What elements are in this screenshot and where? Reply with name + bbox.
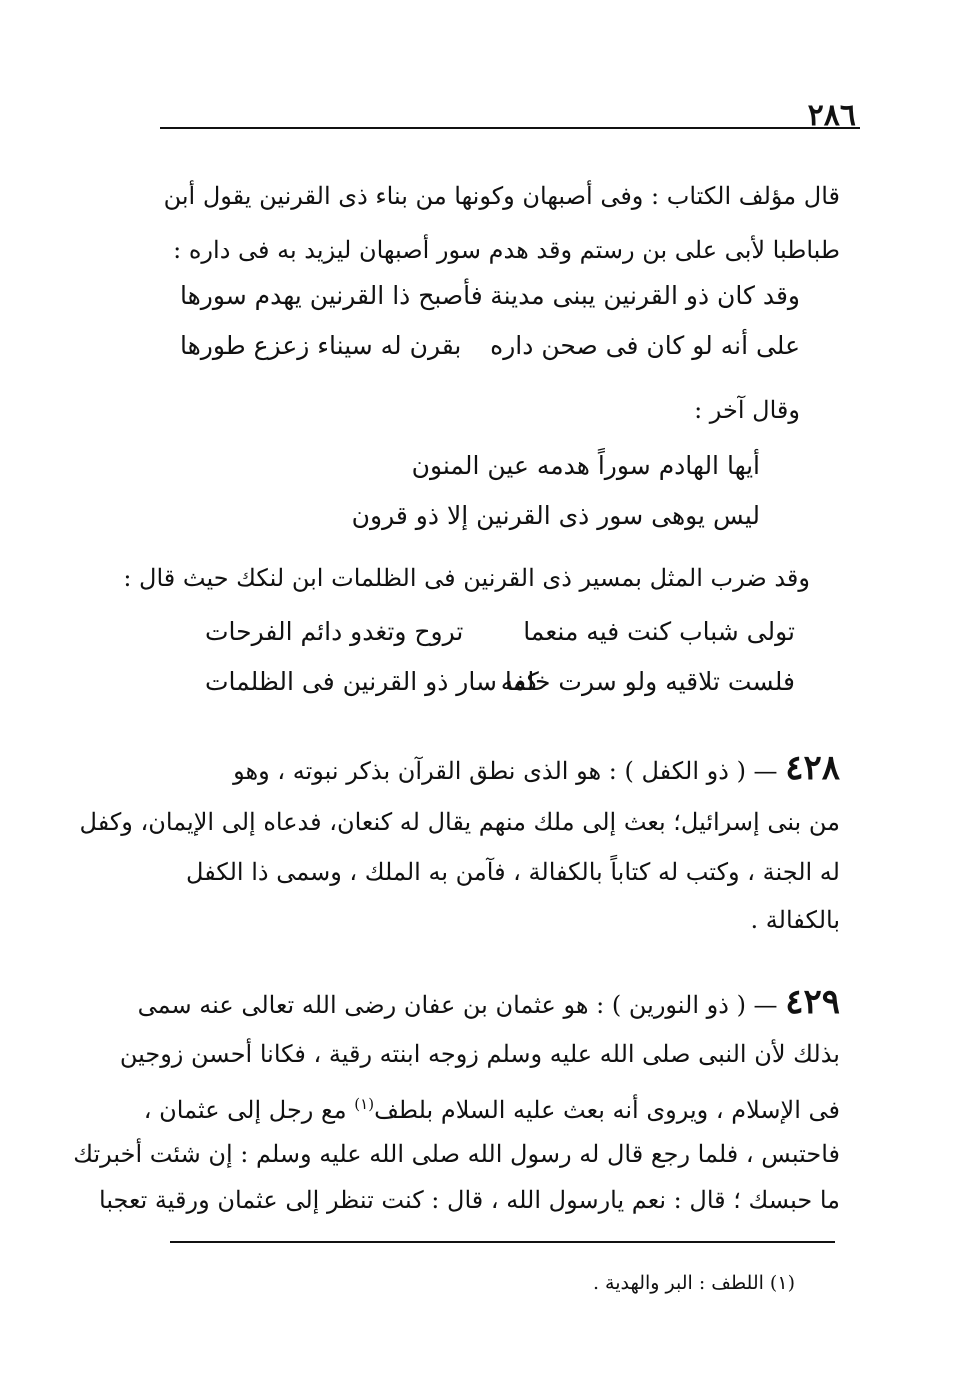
hemistich: على أنه لو كان فى صحن داره (490, 331, 800, 360)
poem-intro: وقال آخر : (694, 396, 800, 424)
footnote: (١) اللطف : البر والهدية . (592, 1272, 795, 1294)
entry-number: ٤٢٩ (785, 982, 840, 1022)
hemistich: وقد كان ذو القرنين يبنى مدينة (490, 281, 800, 310)
entry-text: مع رجل إلى عثمان ، (143, 1096, 347, 1124)
entry-428-line (170, 748, 840, 791)
hemistich: تولى شباب كنت فيه منعما (523, 617, 795, 646)
hemistich: بقرن له سيناء زعزع طورها (180, 331, 462, 360)
header-rule (160, 127, 860, 129)
entry-429-line: ما حبسك ؛ قال : نعم يارسول الله ، قال : كنت تنظر إلى عثمان ورقية تعجبا (99, 1186, 840, 1214)
poem-intro: وقد ضرب المثل بمسير ذى القرنين فى الظلمات ابن لنكك حيث قال : (123, 564, 810, 592)
footnote-reference: (١) (354, 1095, 375, 1113)
entry-429-line: بذلك لأن النبى صلى الله عليه وسلم زوجه ابنته رقية ، فكانا أحسن زوجين (119, 1040, 840, 1068)
entry-428-line: بالكفالة . (750, 906, 840, 934)
paragraph-line: قال مؤلف الكتاب : وفى أصبهان وكونها من بناء ذى القرنين يقول أبن (163, 182, 840, 210)
entry-text: فى الإسلام ، ويروى أنه بعث عليه السلام بلطف (374, 1096, 840, 1124)
hemistich: فلست تلاقيه ولو سرت خلفه (500, 667, 795, 696)
verse-text: أيها الهادم سوراً هدمه عين المنون (411, 451, 760, 480)
entry-428-line: من بنى إسرائيل؛ بعث إلى ملك منهم يقال له كنعان، فدعاه إلى الإيمان، وكفل (79, 808, 840, 836)
footnote-rule (170, 1241, 835, 1243)
entry-428-line: له الجنة ، وكتب له كتاباً بالكفالة ، فآمن به الملك ، وسمى ذا الكفل (186, 858, 840, 886)
hemistich: فأصبح ذا القرنين يهدم سورها (180, 281, 483, 310)
page-number: ٢٨٦ (807, 98, 856, 133)
entry-number: ٤٢٨ (785, 748, 840, 788)
entry-text: — ( ذو الكفل ) : هو الذى نطق القرآن بذكر نبوته ، وهو (233, 757, 778, 785)
entry-text: — ( ذو النورين ) : هو عثمان بن عفان رضى الله تعالى عنه سمى (137, 991, 778, 1019)
entry-429-line (143, 1084, 840, 1130)
entry-429-line: فاحتبس ، فلما رجع قال له رسول الله صلى الله عليه وسلم : إن شئت أخبرتك (73, 1140, 840, 1168)
verse-text: ليس يوهى سور ذى القرنين إلا ذو قرون (351, 501, 760, 530)
paragraph-line: طباطبا لأبى على بن رستم وقد هدم سور أصبهان ليزيد به فى داره : (173, 236, 840, 264)
hemistich: كما سار ذو القرنين فى الظلمات (205, 667, 539, 696)
entry-429-line (137, 982, 840, 1025)
hemistich: تروح وتغدو دائم الفرحات (205, 617, 464, 646)
